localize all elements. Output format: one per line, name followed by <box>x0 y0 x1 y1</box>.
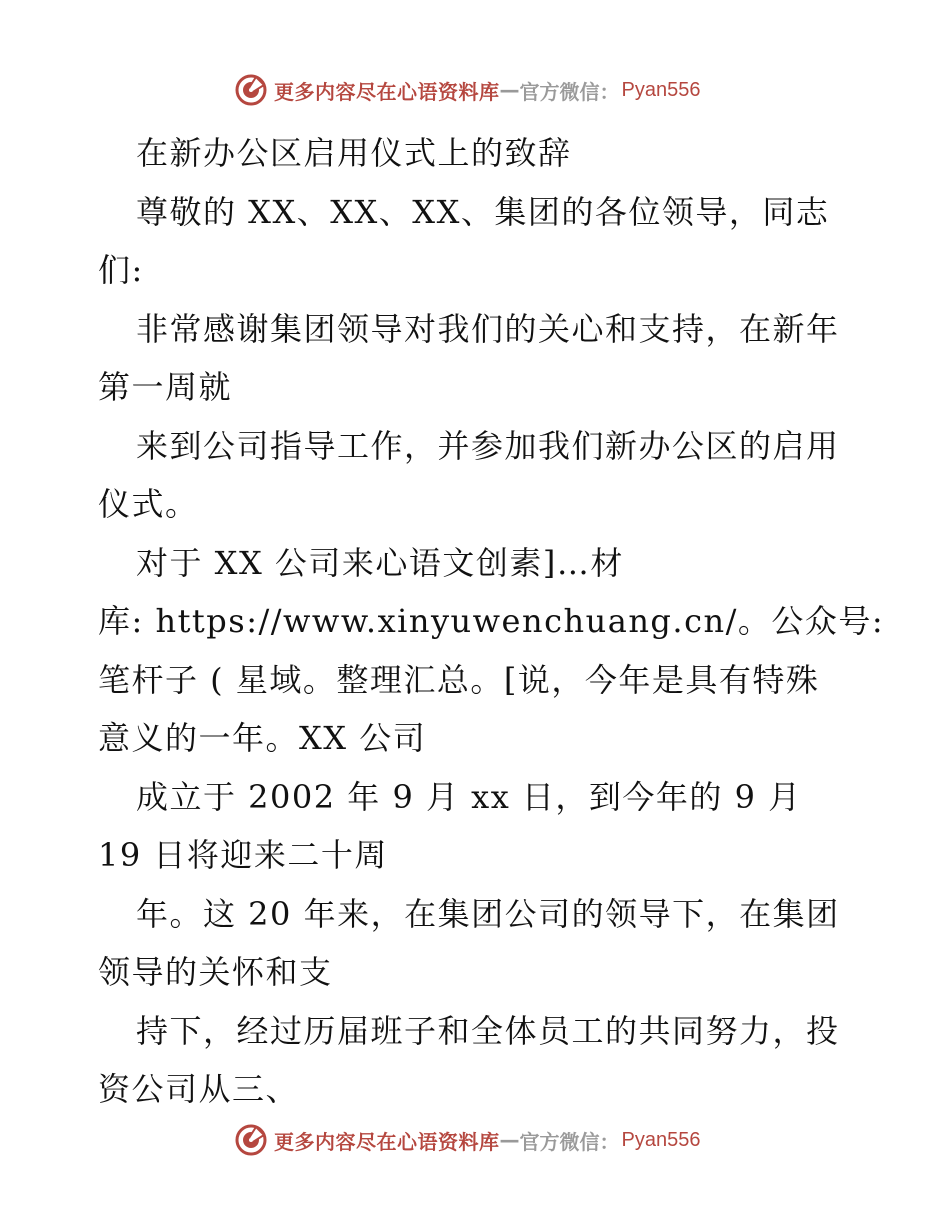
text-line: 第一周就 <box>98 368 233 406</box>
watermark-separator: — <box>499 1128 520 1152</box>
pen-nib-logo-icon <box>234 73 268 107</box>
text-line: 19 日将迎来二十周 <box>98 836 388 874</box>
text-line: 意义的一年。XX 公司 <box>98 719 427 757</box>
document-body <box>98 124 885 1119</box>
footer-watermark <box>234 1120 700 1160</box>
text-line: 仪式。 <box>98 485 199 523</box>
document-title: 在新办公区启用仪式上的致辞 <box>136 134 572 172</box>
watermark-text: 更多内容尽在心语资料库 <box>274 1129 500 1154</box>
text-line: 来到公司指导工作，并参加我们新办公区的启用 <box>136 426 840 465</box>
watermark-wechat-id: Pyan556 <box>621 1128 701 1151</box>
watermark-wechat-label: 官方微信： <box>519 79 620 104</box>
text-line: 笔杆子 ( 星域。整理汇总。[说，今年是具有特殊 <box>98 660 820 699</box>
text-line: 库: https://www.xinyuwenchuang.cn/。公众号: <box>98 602 885 640</box>
watermark-separator: — <box>499 78 520 102</box>
pen-nib-logo-icon <box>234 1123 268 1157</box>
header-watermark <box>234 70 700 110</box>
watermark-text: 更多内容尽在心语资料库 <box>274 79 500 104</box>
text-line: 资公司从三、 <box>98 1070 300 1108</box>
watermark-wechat-label: 官方微信： <box>519 1129 620 1154</box>
text-line: 尊敬的 XX、XX、XX、集团的各位领导，同志 <box>136 192 830 231</box>
text-line: 对于 XX 公司来心语文创素]…材 <box>136 543 624 582</box>
watermark-wechat-id: Pyan556 <box>621 78 701 101</box>
text-line: 非常感谢集团领导对我们的关心和支持，在新年 <box>136 309 840 348</box>
text-line: 年。这 20 年来，在集团公司的领导下，在集团 <box>136 894 840 933</box>
text-line: 领导的关怀和支 <box>98 953 333 991</box>
text-line: 成立于 2002 年 9 月 xx 日，到今年的 9 月 <box>136 777 802 816</box>
text-line: 们: <box>98 251 144 289</box>
text-line: 持下，经过历届班子和全体员工的共同努力，投 <box>136 1011 840 1050</box>
